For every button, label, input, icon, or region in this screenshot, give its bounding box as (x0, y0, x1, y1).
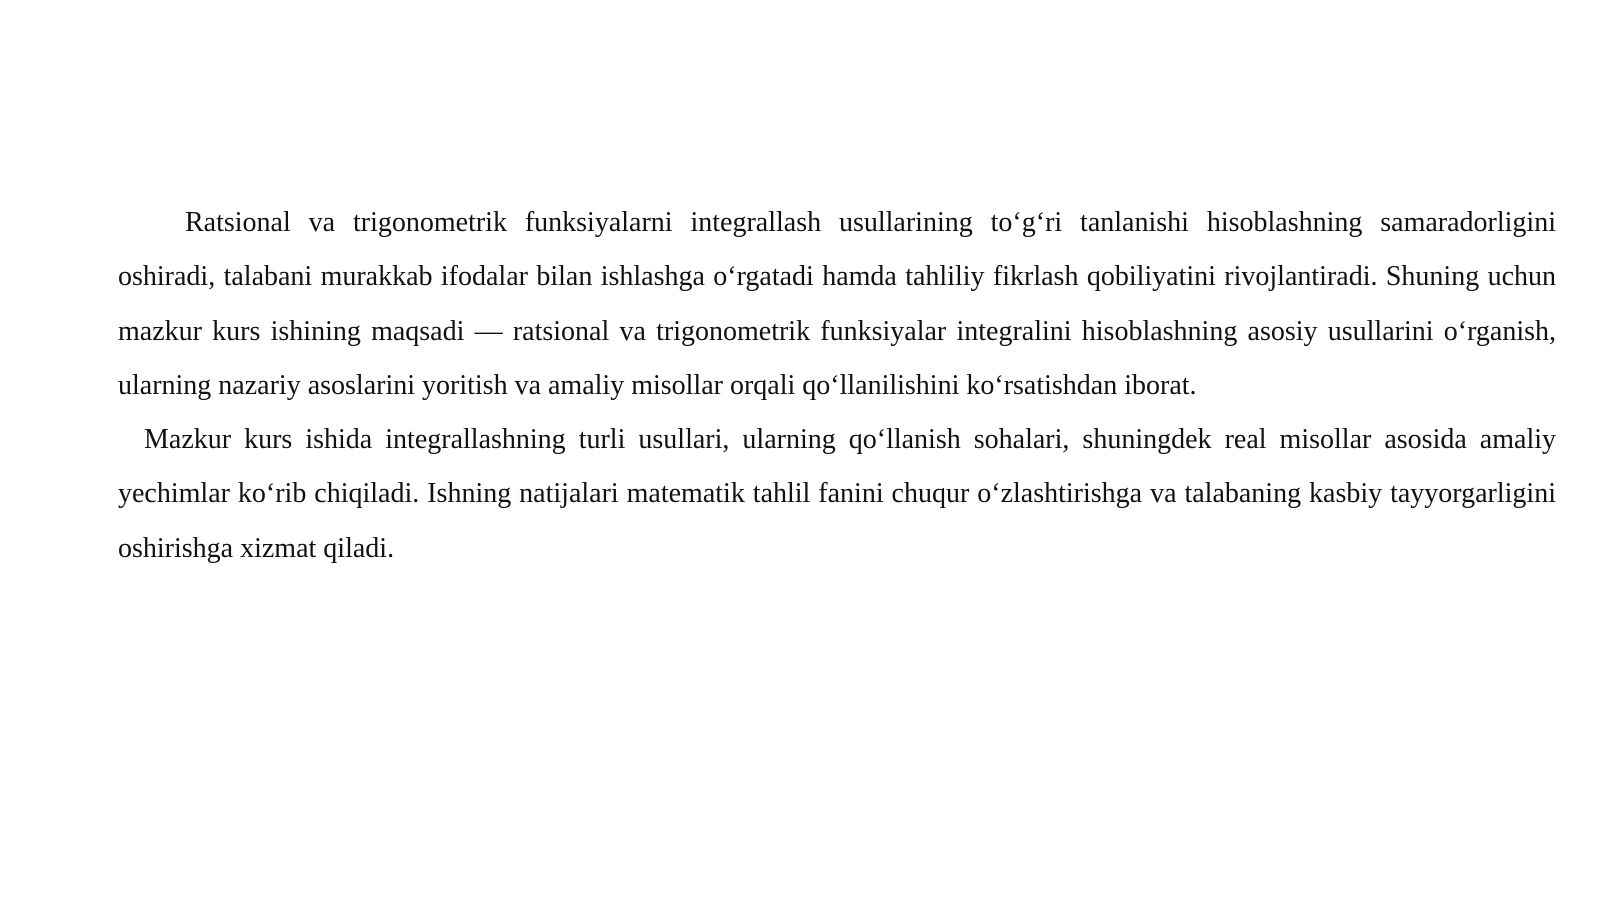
paragraph-2: Mazkur kurs ishida integrallashning turli usullari, ularning qo‘llanish sohalari, shuningdek real misollar asosida amaliy yechimlar ko‘rib chiqiladi. Ishning natijalari matematik tahlil fanini chuqur o‘zlashtirishga va talabaning kasbiy tayyorgarligini oshirishga xizmat qiladi. (118, 424, 1556, 564)
body-text (118, 196, 1556, 576)
paragraph-1: Ratsional va trigonometrik funksiyalarni integrallash usullarining to‘g‘ri tanlanishi hisoblashning samaradorligini oshiradi, talabani murakkab ifodalar bilan ishlashga o‘rgatadi hamda tahliliy fikrlash qobiliyatini rivojlantiradi. Shuning uchun mazkur kurs ishining maqsadi — ratsional va trigonometrik funksiyalar integralini hisoblashning asosiy usullarini o‘rganish, ularning nazariy asoslarini yoritish va amaliy misollar orqali qo‘llanilishini ko‘rsatishdan iborat. (118, 207, 1556, 401)
